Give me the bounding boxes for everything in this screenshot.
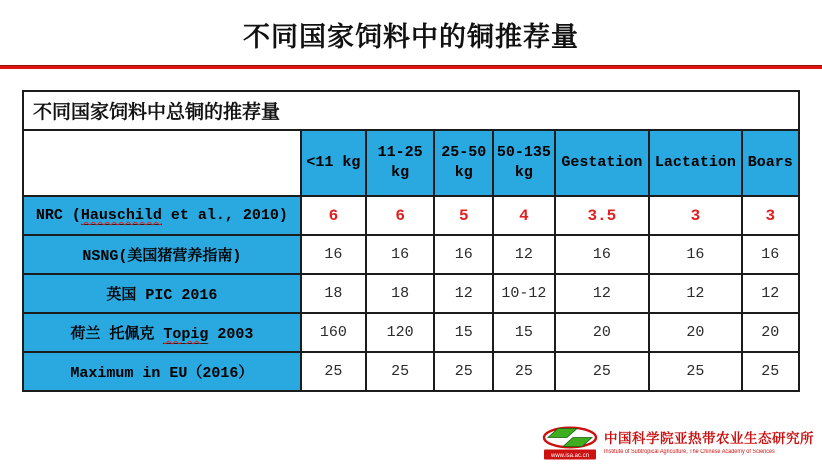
label-text: 2003 [208, 326, 254, 343]
value-cell: 15 [434, 313, 493, 352]
label-text: et al., 2010) [161, 207, 288, 224]
table-row [23, 274, 799, 313]
institute-logo [542, 426, 814, 461]
copper-recommendation-table [22, 90, 800, 392]
label-text: NSNG(美国猪营养指南) [82, 248, 242, 265]
table-container [22, 90, 800, 392]
value-cell: 5 [434, 196, 493, 235]
value-cell: 4 [493, 196, 554, 235]
logo-url: www.isa.ac.cn [550, 453, 590, 459]
table-row [23, 313, 799, 352]
value-cell: 20 [742, 313, 799, 352]
logo-text [604, 432, 814, 455]
value-cell: 12 [649, 274, 741, 313]
value-cell: 25 [742, 352, 799, 391]
value-cell: 120 [366, 313, 434, 352]
value-cell: 16 [742, 235, 799, 274]
column-header: 25-50 kg [434, 130, 493, 196]
row-label [23, 313, 301, 352]
value-cell: 20 [555, 313, 650, 352]
value-cell: 25 [301, 352, 366, 391]
value-cell: 10-12 [493, 274, 554, 313]
value-cell: 18 [301, 274, 366, 313]
value-cell: 25 [366, 352, 434, 391]
title-divider [0, 65, 822, 69]
row-label [23, 352, 301, 391]
value-cell: 12 [555, 274, 650, 313]
value-cell: 3.5 [555, 196, 650, 235]
value-cell: 6 [301, 196, 366, 235]
value-cell: 18 [366, 274, 434, 313]
value-cell: 16 [366, 235, 434, 274]
table-body [23, 91, 799, 391]
value-cell: 12 [493, 235, 554, 274]
column-header: 50-135 kg [493, 130, 554, 196]
table-caption-row [23, 91, 799, 130]
table-header-row [23, 130, 799, 196]
value-cell: 6 [366, 196, 434, 235]
table-caption: 不同国家饲料中总铜的推荐量 [23, 91, 799, 130]
value-cell: 15 [493, 313, 554, 352]
table-row [23, 235, 799, 274]
spellchecked-word: Hauschild [80, 207, 162, 224]
value-cell: 12 [434, 274, 493, 313]
label-text: 英国 PIC 2016 [106, 287, 218, 304]
table-row [23, 196, 799, 235]
value-cell: 16 [301, 235, 366, 274]
value-cell: 25 [649, 352, 741, 391]
column-header: 11-25 kg [366, 130, 434, 196]
value-cell: 20 [649, 313, 741, 352]
row-label [23, 196, 301, 235]
value-cell: 25 [555, 352, 650, 391]
value-cell: 3 [649, 196, 741, 235]
value-cell: 25 [493, 352, 554, 391]
column-header: Gestation [555, 130, 650, 196]
corner-cell [23, 130, 301, 196]
value-cell: 160 [301, 313, 366, 352]
column-header: Lactation [649, 130, 741, 196]
label-text: NRC ( [35, 207, 81, 224]
institute-name-cn: 中国科学院亚热带农业生态研究所 [604, 430, 814, 446]
spellchecked-word: Topig [163, 326, 209, 343]
column-header: Boars [742, 130, 799, 196]
value-cell: 16 [555, 235, 650, 274]
row-label [23, 235, 301, 274]
label-text: Maximum in EU（2016） [70, 365, 254, 382]
row-label [23, 274, 301, 313]
value-cell: 16 [434, 235, 493, 274]
value-cell: 12 [742, 274, 799, 313]
column-header: <11 kg [301, 130, 366, 196]
value-cell: 16 [649, 235, 741, 274]
value-cell: 3 [742, 196, 799, 235]
isa-logo-emblem [542, 426, 598, 461]
label-text: 荷兰 托佩克 [70, 326, 164, 343]
page-title: 不同国家饲料中的铜推荐量 [243, 22, 579, 52]
table-row [23, 352, 799, 391]
value-cell: 25 [434, 352, 493, 391]
institute-name-en: Institute of Subtropical Agriculture, The Chinese Academy of Sciences [604, 448, 775, 455]
